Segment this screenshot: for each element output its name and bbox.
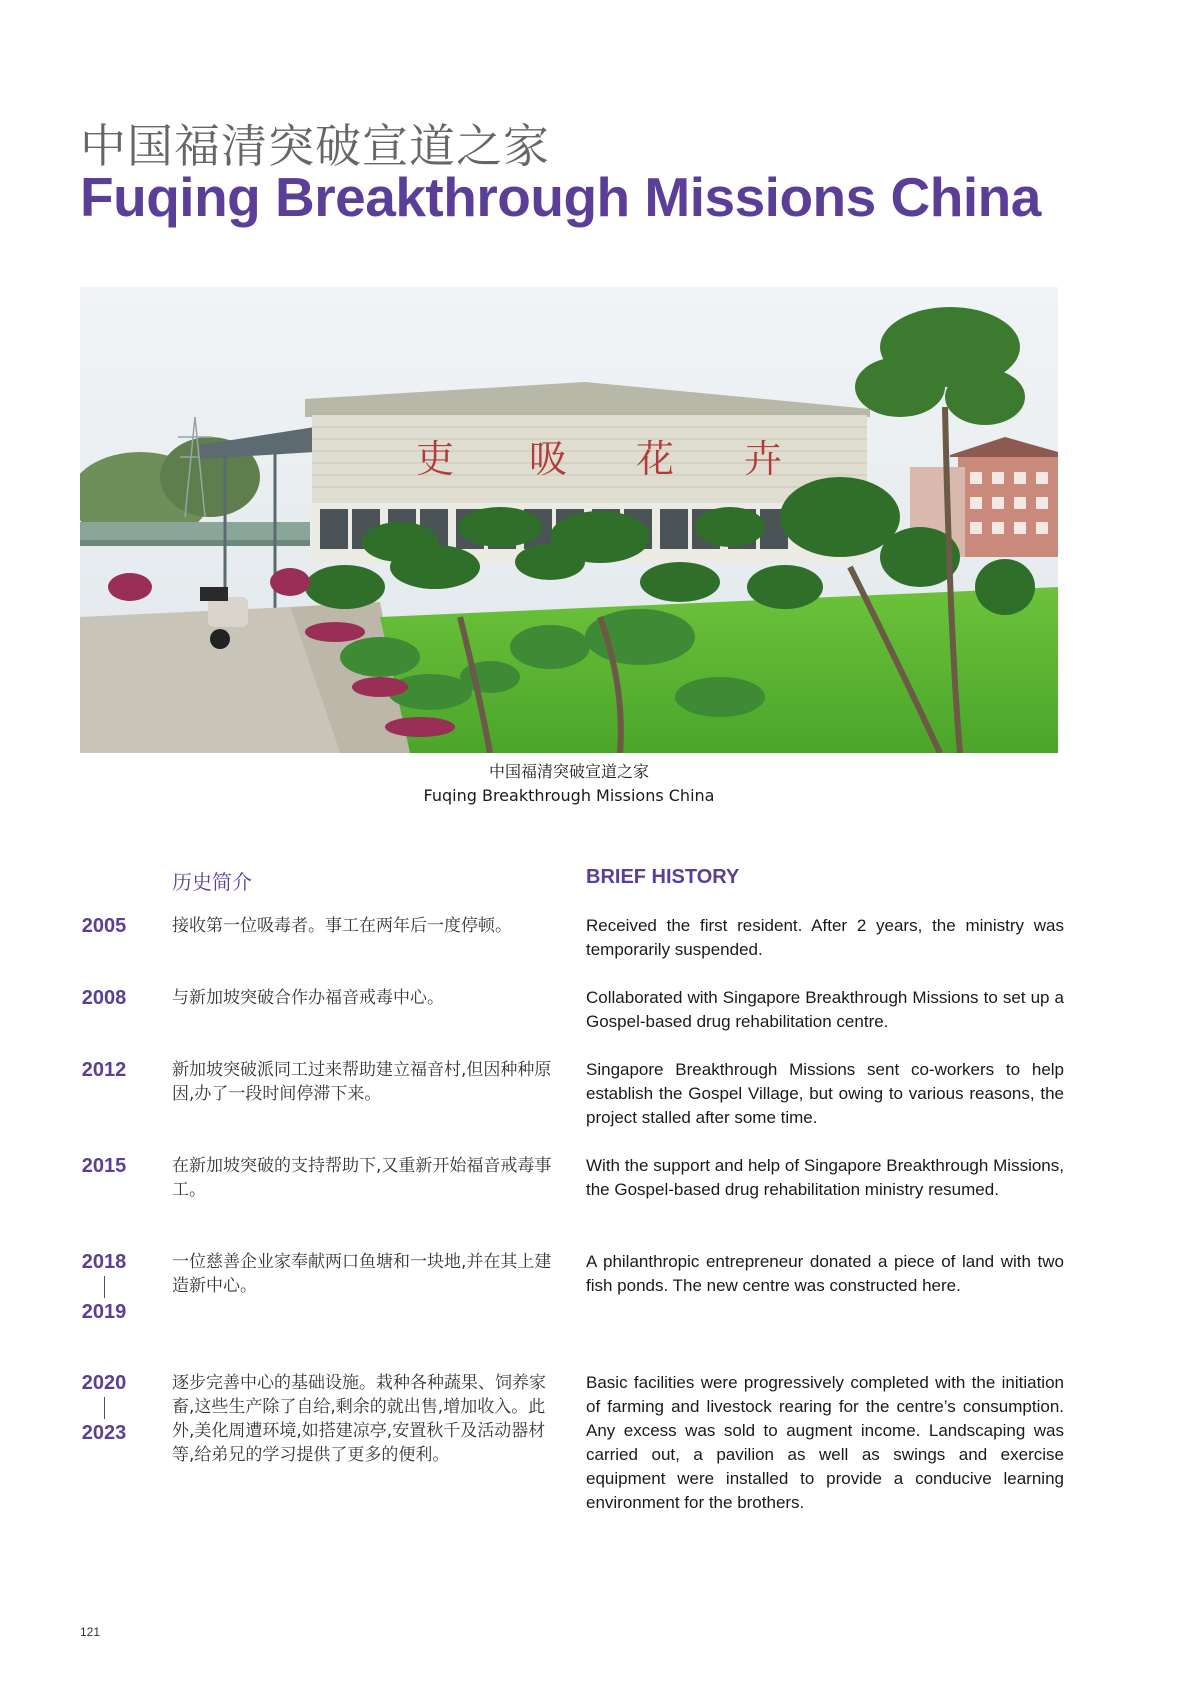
entry-year-start: 2018 xyxy=(81,1251,127,1273)
entry-year-end: 2019 xyxy=(81,1301,127,1323)
photo-caption xyxy=(80,760,1058,808)
entry-text-english: A philanthropic entrepreneur donated a piece of land with two fish ponds. The new centre was constructed here. xyxy=(586,1252,1064,1295)
entry-year: 2015 xyxy=(81,1155,127,1177)
entry-text-english: Singapore Breakthrough Missions sent co-workers to help establish the Gospel Village, but owing to various reasons, the project stalled after some time. xyxy=(586,1060,1064,1127)
page-number: 121 xyxy=(80,1625,101,1639)
sign-char-2: 吸 xyxy=(528,437,568,481)
entry-text-chinese: 逐步完善中心的基础设施。栽种各种蔬果、饲养家畜,这些生产除了自给,剩余的就出售,增加收入。此外,美化周遭环境,如搭建凉亭,安置秋千及活动器材等,给弟兄的学习提供了更多的便利。 xyxy=(172,1373,546,1465)
entry-year-end: 2023 xyxy=(81,1422,127,1444)
entry-text-chinese: 与新加坡突破合作办福音戒毒中心。 xyxy=(172,988,444,1008)
page-title-chinese: 中国福清突破宣道之家 xyxy=(80,119,550,173)
caption-english: Fuqing Breakthrough Missions China xyxy=(423,786,715,805)
entry-year: 2012 xyxy=(81,1059,127,1081)
entry-text-english: With the support and help of Singapore Breakthrough Missions, the Gospel-based drug rehabilitation ministry resumed. xyxy=(586,1156,1064,1199)
entry-text-chinese: 接收第一位吸毒者。事工在两年后一度停顿。 xyxy=(172,916,512,936)
sign-char-3: 花 xyxy=(635,437,675,481)
entry-text-chinese: 新加坡突破派同工过来帮助建立福音村,但因种种原因,办了一段时间停滞下来。 xyxy=(172,1060,552,1104)
entry-year-range xyxy=(80,1371,128,1446)
entry-year: 2008 xyxy=(81,987,127,1009)
entry-text-english: Received the first resident. After 2 years, the ministry was temporarily suspended. xyxy=(586,916,1064,959)
entry-year-start: 2020 xyxy=(81,1372,127,1394)
history-heading-english: BRIEF HISTORY xyxy=(586,866,740,888)
caption-chinese: 中国福清突破宣道之家 xyxy=(488,762,649,781)
history-heading-chinese: 历史简介 xyxy=(172,870,252,894)
year-range-divider xyxy=(104,1276,105,1298)
entry-year: 2005 xyxy=(81,915,127,937)
sign-char-1: 吏 xyxy=(415,437,455,481)
centre-photo xyxy=(80,287,1058,753)
entry-text-chinese: 在新加坡突破的支持帮助下,又重新开始福音戒毒事工。 xyxy=(172,1156,552,1200)
year-range-divider xyxy=(104,1397,105,1419)
entry-text-chinese: 一位慈善企业家奉献两口鱼塘和一块地,并在其上建造新中心。 xyxy=(172,1252,552,1296)
page-title-english: Fuqing Breakthrough Missions China xyxy=(80,166,1041,228)
entry-text-english: Basic facilities were progressively completed with the initiation of farming and livestock rearing for the centre’s consumption. Any excess was sold to augment income. Landscaping was carried out, a pavilion as well as swings and exercise equipment were installed to provide a conducive learning environment for the brothers. xyxy=(586,1373,1064,1512)
entry-year-range xyxy=(80,1250,128,1325)
entry-text-english: Collaborated with Singapore Breakthrough Missions to set up a Gospel-based drug rehabilitation centre. xyxy=(586,988,1064,1031)
sign-char-4: 卉 xyxy=(743,437,783,481)
